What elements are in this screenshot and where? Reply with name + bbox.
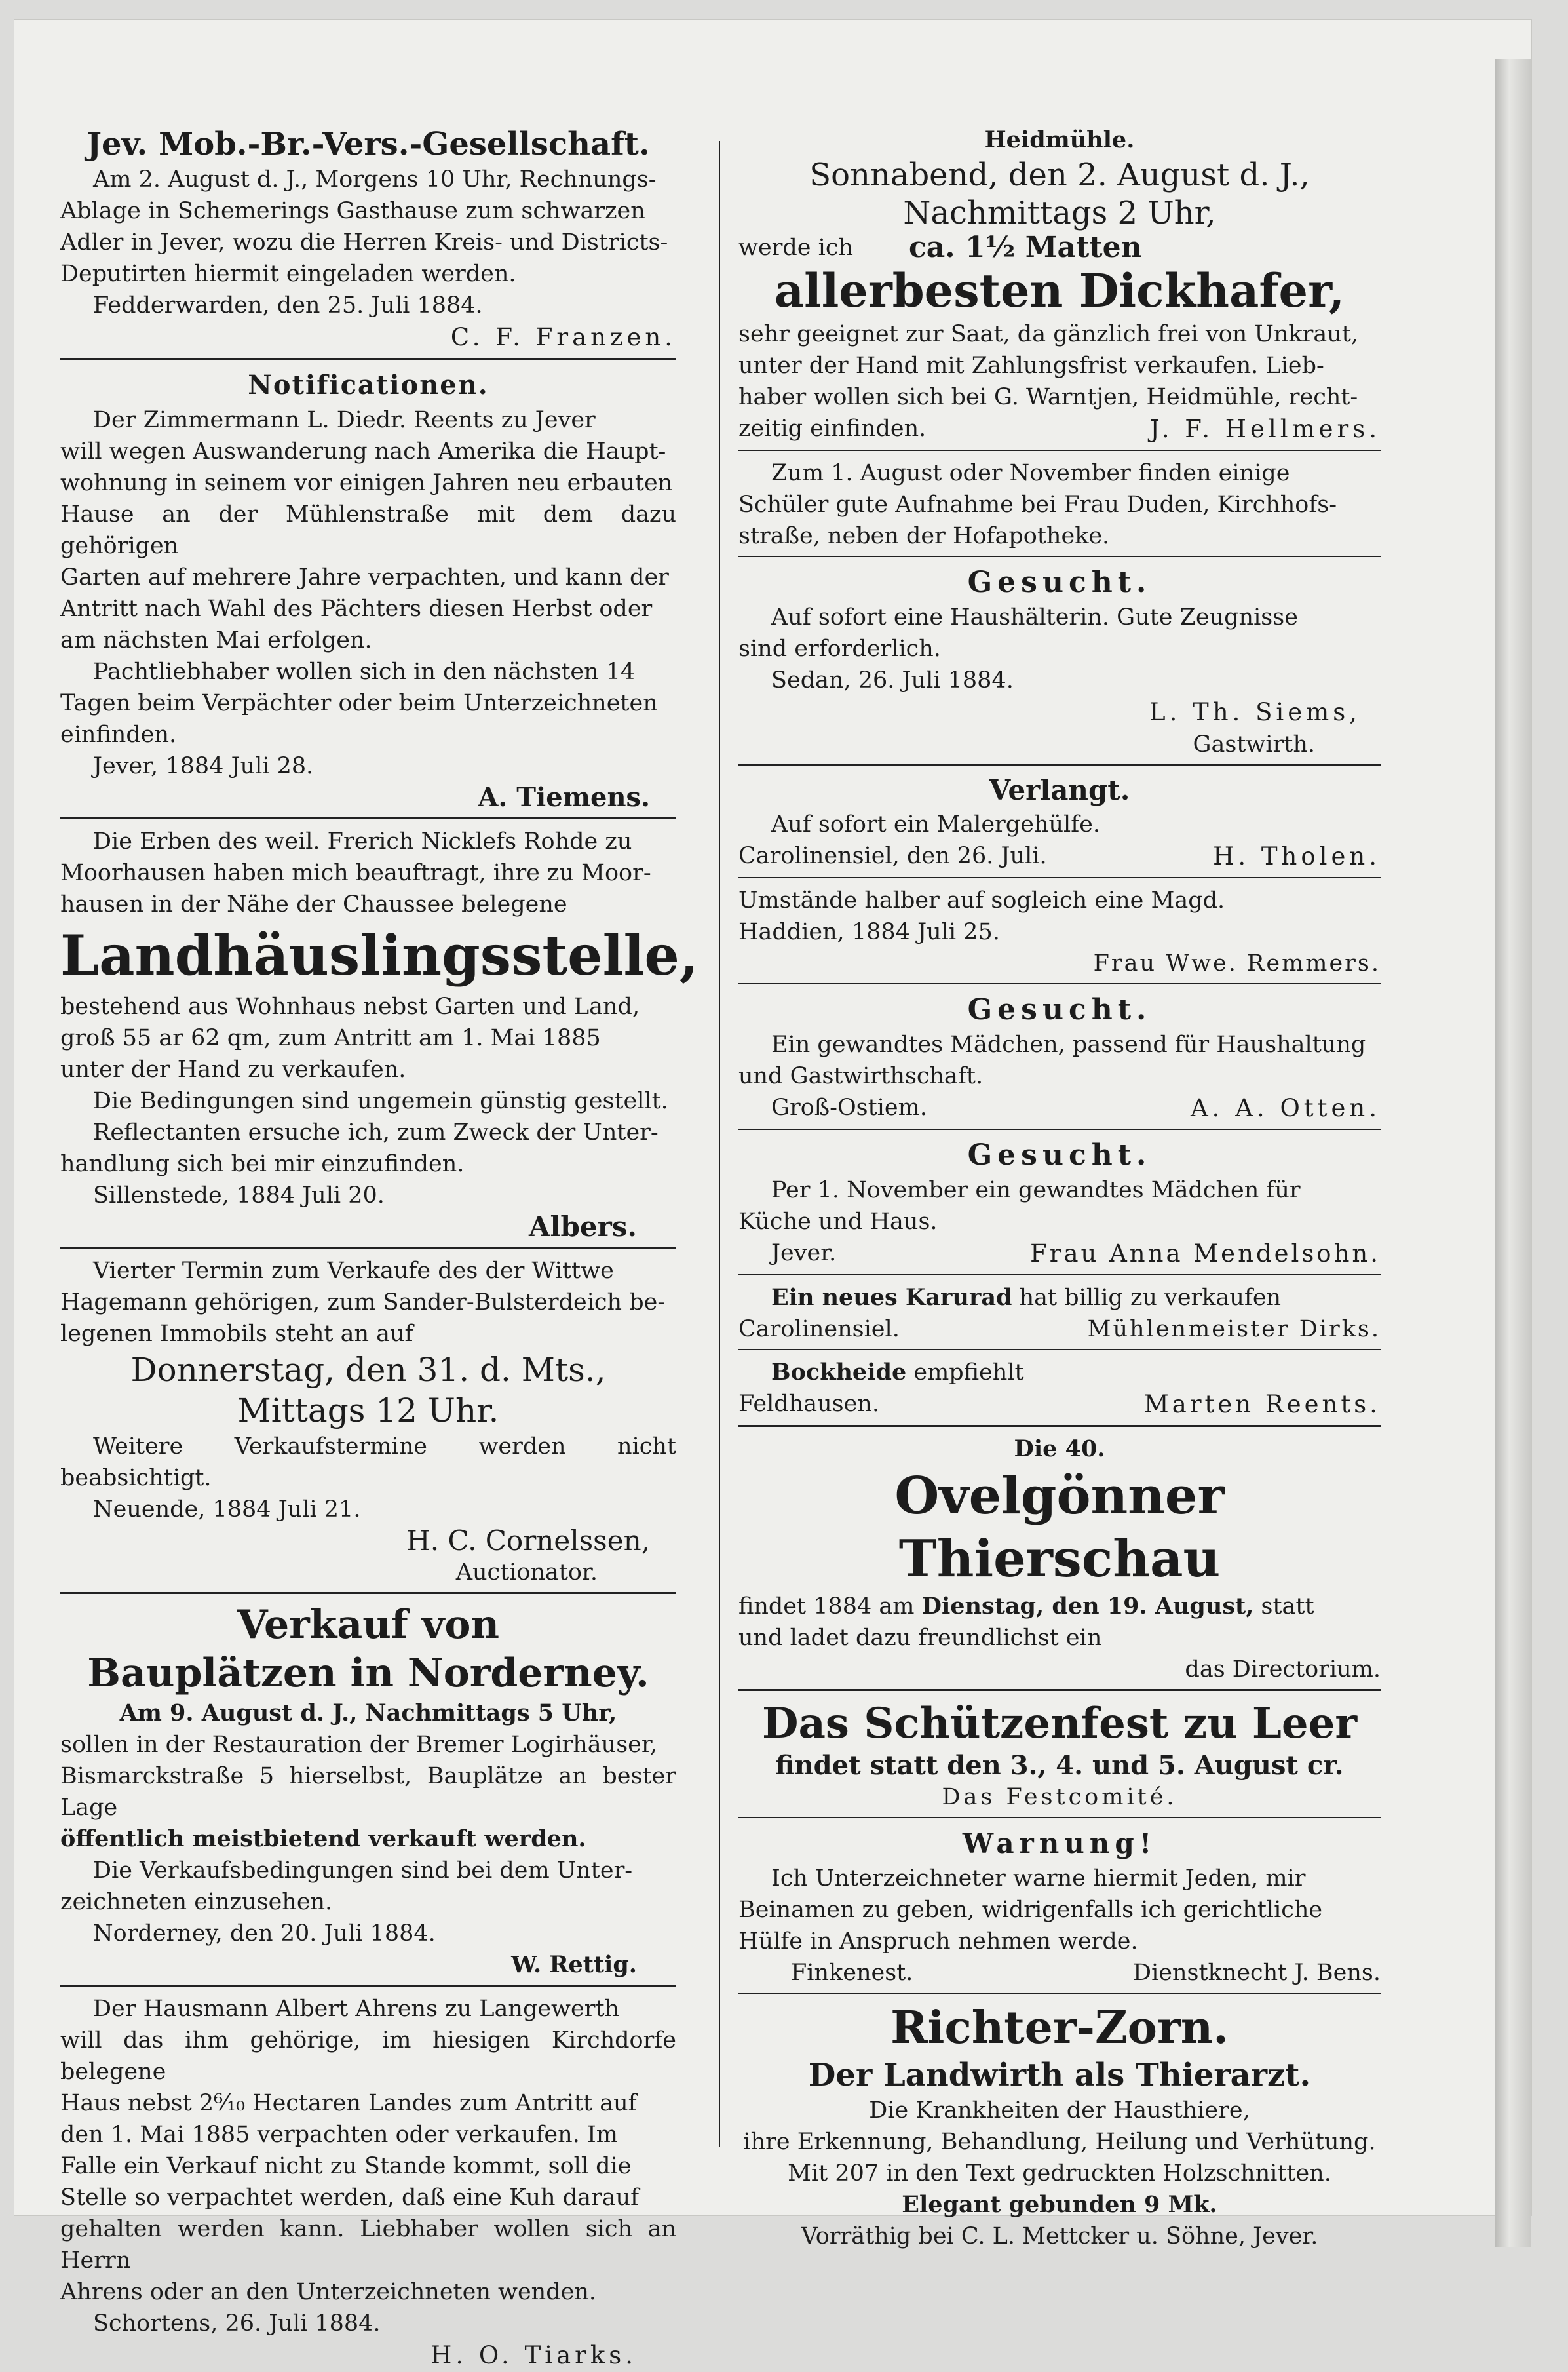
ad-line: Ablage in Schemerings Gasthause zum schwarzen: [60, 198, 645, 224]
ad-stock: Vorräthig bei C. L. Mettcker u. Söhne, Jever.: [801, 2223, 1318, 2249]
ad-line: gehalten werden kann. Liebhaber wollen sich an Herrn: [60, 2216, 676, 2274]
ad-line: Am 9. August d. J., Nachmittags 5 Uhr,: [119, 1700, 617, 1726]
ad-line: Per 1. November ein gewandtes Mädchen für: [771, 1177, 1301, 1203]
ad-line: Hagemann gehörigen, zum Sander-Bulsterdeich be-: [60, 1289, 666, 1315]
ad-line: handlung sich bei mir einzufinden.: [60, 1151, 465, 1177]
ad-title: Gesucht.: [967, 1138, 1152, 1172]
ad-line: Küche und Haus.: [738, 1209, 938, 1235]
separator: [738, 764, 1381, 766]
ad-line: findet statt den 3., 4. und 5. August cr.: [775, 1750, 1344, 1781]
ad-line: zeitig einfinden.: [738, 416, 927, 442]
ad-line: den 1. Mai 1885 verpachten oder verkaufen. Im: [60, 2122, 618, 2148]
ad-bold-text: Dienstag, den 19. August,: [921, 1593, 1254, 1620]
ad-line: zeichneten einzusehen.: [60, 1889, 333, 1915]
ad-title: Jev. Mob.-Br.-Vers.-Gesellschaft.: [86, 126, 650, 163]
separator: [60, 358, 676, 360]
ad-place-date: Feldhausen.: [738, 1391, 879, 1417]
ad-line: wohnung in seinem vor einigen Jahren neu erbauten: [60, 470, 673, 496]
ad-insurance: [60, 125, 676, 354]
ad-line: straße, neben der Hofapotheke.: [738, 523, 1110, 549]
ad-role: Auctionator.: [455, 1559, 598, 1585]
ad-headline: Richter-Zorn.: [890, 2002, 1229, 2054]
ad-line: Stelle so verpachtet werden, daß eine Kuh darauf: [60, 2185, 640, 2211]
ad-signature: Marten Reents.: [1143, 1390, 1381, 1418]
ad-place-date: Sedan, 26. Juli 1884.: [771, 667, 1014, 693]
ad-gesucht-mendelsohn: [738, 1137, 1381, 1270]
ad-footer-row: [738, 1388, 1381, 1421]
ad-headline: Landhäuslingsstelle,: [60, 923, 699, 988]
ad-line: am nächsten Mai erfolgen.: [60, 627, 372, 653]
ad-place-date: Schortens, 26. Juli 1884.: [93, 2310, 381, 2337]
page-edge: [1495, 59, 1531, 2247]
ad-dickhafer: [738, 125, 1381, 446]
ad-line: Antritt nach Wahl des Pächters diesen Herbst oder: [60, 596, 653, 622]
ad-headline: Verkauf von: [237, 1602, 500, 1648]
ad-date: Donnerstag, den 31. d. Mts.,: [130, 1351, 606, 1389]
ad-footer-row: [738, 1957, 1381, 1989]
ad-text: statt: [1261, 1593, 1314, 1620]
ad-bold-text: Ein neues Karurad: [771, 1284, 1012, 1311]
ad-place-date: Groß-Ostiem.: [771, 1095, 927, 1121]
ad-time: Nachmittags 2 Uhr,: [903, 195, 1216, 231]
ad-note: Weitere Verkaufstermine werden nicht beabsichtigt.: [60, 1433, 676, 1491]
ad-line: Tagen beim Verpächter oder beim Unterzeichneten: [60, 690, 658, 716]
ad-text: findet 1884 am: [738, 1593, 915, 1620]
ad-bauplaetze-norderney: [60, 1601, 676, 1981]
ad-footer-row: [738, 1237, 1381, 1270]
separator: [60, 1592, 676, 1594]
ad-signature: Mühlenmeister Dirks.: [1087, 1316, 1381, 1342]
ad-footer-row: [738, 840, 1381, 873]
ad-line: Deputirten hiermit eingeladen werden.: [60, 261, 516, 287]
ad-line: Hülfe in Anspruch nehmen werde.: [738, 1928, 1138, 1954]
separator: [738, 877, 1381, 878]
ad-signature: Frau Anna Mendelsohn.: [1030, 1239, 1381, 1268]
ad-line: Schüler gute Aufnahme bei Frau Duden, Kirchhofs-: [738, 492, 1337, 518]
ad-line: sollen in der Restauration der Bremer Logirhäuser,: [60, 1732, 657, 1758]
ad-bockheide: [738, 1357, 1381, 1421]
ad-line: Adler in Jever, wozu die Herren Kreis- und Districts-: [60, 229, 668, 256]
ad-place-date: Jever, 1884 Juli 28.: [93, 753, 314, 779]
ad-head: Die 40.: [1014, 1435, 1105, 1462]
ad-gesucht-siems: [738, 564, 1381, 760]
ad-title: Gesucht.: [967, 993, 1152, 1026]
ad-line: Die Verkaufsbedingungen sind bei dem Unter-: [93, 1857, 633, 1884]
ad-title: Notificationen.: [248, 370, 489, 400]
separator: [738, 450, 1381, 451]
ad-line: Hause an der Mühlenstraße mit dem dazu gehörigen: [60, 501, 676, 559]
ad-signature: Frau Wwe. Remmers.: [1093, 950, 1381, 977]
ad-footer-row: [738, 1313, 1381, 1345]
ad-bold-text: Bockheide: [771, 1359, 907, 1386]
ad-line: Ein gewandtes Mädchen, passend für Haushaltung: [771, 1032, 1366, 1058]
newspaper-page: [14, 20, 1531, 2369]
ad-role: Gastwirth.: [1193, 731, 1315, 758]
ad-line: Zum 1. August oder November finden einige: [771, 460, 1290, 486]
ad-footer-row: [738, 1092, 1381, 1125]
ad-title: Gesucht.: [967, 566, 1152, 599]
ad-line: Die Erben des weil. Frerich Nicklefs Rohde zu: [93, 828, 632, 855]
ad-line: unter der Hand mit Zahlungsfrist verkaufen. Lieb-: [738, 353, 1324, 379]
ad-landhaeuslingsstelle: [60, 826, 699, 1243]
ad-line: Auf sofort ein Malergehülfe.: [771, 811, 1100, 838]
separator: [60, 1247, 676, 1249]
ad-line: ihre Erkennung, Behandlung, Heilung und Verhütung.: [743, 2129, 1376, 2155]
ad-line: sind erforderlich.: [738, 636, 941, 662]
ad-magd: [738, 885, 1381, 979]
ad-place-date: Carolinensiel, den 26. Juli.: [738, 843, 1047, 869]
ad-price: Elegant gebunden 9 Mk.: [902, 2191, 1217, 2218]
ad-headline: allerbesten Dickhafer,: [774, 263, 1345, 318]
ad-place-date: Neuende, 1884 Juli 21.: [93, 1496, 361, 1523]
ad-place-date: Sillenstede, 1884 Juli 20.: [93, 1182, 385, 1209]
ad-line: unter der Hand zu verkaufen.: [60, 1057, 406, 1083]
ad-duden: [738, 457, 1381, 552]
ad-place-date: Fedderwarden, den 25. Juli 1884.: [93, 292, 483, 319]
ad-line: Falle ein Verkauf nicht zu Stande kommt, soll die: [60, 2153, 632, 2179]
ad-line: Der Zimmermann L. Diedr. Reents zu Jever: [93, 407, 596, 433]
ad-line: hausen in der Nähe der Chaussee belegene: [60, 891, 567, 918]
ad-line: haber wollen sich bei G. Warntjen, Heidmühle, recht-: [738, 384, 1358, 410]
ad-gesucht-otten: [738, 991, 1381, 1125]
ad-place-head: Heidmühle.: [984, 126, 1135, 153]
ad-signature: A. Tiemens.: [478, 782, 650, 813]
ad-signature: Das Festcomité.: [942, 1784, 1177, 1810]
ad-signature: L. Th. Siems,: [1149, 698, 1361, 726]
ad-verlangt: [738, 772, 1381, 873]
separator: [738, 1425, 1381, 1427]
ad-line: sehr geeignet zur Saat, da gänzlich frei von Unkraut,: [738, 321, 1358, 347]
ad-line: Auf sofort eine Haushälterin. Gute Zeugnisse: [771, 604, 1298, 631]
column-divider: [719, 141, 720, 2147]
ad-line: Pachtliebhaber wollen sich in den nächsten 14: [93, 659, 636, 685]
ad-place-date: Jever.: [771, 1240, 837, 1266]
ad-warnung: [738, 1825, 1381, 1989]
ad-line: Beinamen zu geben, widrigenfalls ich gerichtliche: [738, 1897, 1323, 1923]
ad-quantity: ca. 1½ Matten: [909, 231, 1142, 264]
ad-signature: Dienstknecht J. Bens.: [1133, 1960, 1381, 1986]
ad-notifications: [60, 366, 676, 813]
separator: [738, 1349, 1381, 1350]
ad-date: Sonnabend, den 2. August d. J.,: [809, 157, 1310, 193]
ad-signature: J. F. Hellmers.: [1149, 415, 1381, 443]
ad-text: hat billig zu verkaufen: [1019, 1285, 1282, 1311]
ad-place-date: Finkenest.: [791, 1960, 913, 1986]
ad-signature: W. Rettig.: [511, 1951, 637, 1978]
ad-place-date: Haddien, 1884 Juli 25.: [738, 919, 1000, 945]
ad-subtitle: Der Landwirth als Thierarzt.: [808, 2057, 1311, 2093]
ad-signature: Albers.: [528, 1211, 637, 1243]
ad-line: und ladet dazu freundlichst ein: [738, 1625, 1102, 1651]
ad-line: einfinden.: [60, 722, 177, 748]
ad-line: will wegen Auswanderung nach Amerika die Haupt-: [60, 438, 666, 465]
separator: [738, 1689, 1381, 1691]
ad-signature: H. C. Cornelssen,: [406, 1525, 650, 1557]
ad-line: Ahrens oder an den Unterzeichneten wenden.: [60, 2279, 596, 2305]
ad-line: Garten auf mehrere Jahre verpachten, und kann der: [60, 564, 669, 591]
ad-place-date: Carolinensiel.: [738, 1316, 900, 1342]
ad-line: Moorhausen haben mich beauftragt, ihre zu Moor-: [60, 860, 651, 886]
ad-schuetzenfest: [738, 1698, 1381, 1813]
ad-headline: Bauplätzen in Norderney.: [87, 1650, 649, 1696]
ad-line: [738, 1357, 1381, 1388]
ad-ahrens: [60, 1993, 676, 2372]
ad-line: Die Krankheiten der Hausthiere,: [869, 2097, 1250, 2124]
ad-line: Vierter Termin zum Verkaufe des der Wittwe: [93, 1258, 614, 1284]
ad-line: [738, 1282, 1381, 1313]
separator: [60, 817, 676, 819]
ad-place-date: Norderney, den 20. Juli 1884.: [93, 1920, 436, 1947]
ad-line: Mit 207 in den Text gedruckten Holzschnitten.: [788, 2160, 1331, 2187]
ad-signature: A. A. Otten.: [1190, 1094, 1381, 1122]
right-column: [738, 125, 1381, 2252]
ad-line: Haus nebst 2⁶⁄₁₀ Hectaren Landes zum Antritt auf: [60, 2090, 637, 2116]
ad-line: öffentlich meistbietend verkauft werden.: [60, 1825, 586, 1852]
ad-karurad: [738, 1282, 1381, 1345]
separator: [738, 1274, 1381, 1275]
ad-text: empfiehlt: [913, 1359, 1024, 1386]
ad-time: Mittags 12 Uhr.: [237, 1391, 499, 1429]
separator: [738, 1129, 1381, 1130]
ad-line: groß 55 ar 62 qm, zum Antritt am 1. Mai 1885: [60, 1025, 601, 1051]
ad-line: [738, 1591, 1381, 1622]
left-column: [60, 125, 699, 2372]
ad-line: Die Bedingungen sind ungemein günstig gestellt.: [93, 1088, 668, 1114]
ad-qty-row: [738, 232, 1381, 263]
ad-line: Umstände halber auf sogleich eine Magd.: [738, 887, 1225, 914]
ad-line: Am 2. August d. J., Morgens 10 Uhr, Rechnungs-: [93, 166, 657, 193]
ad-line: Der Hausmann Albert Ahrens zu Langewerth: [93, 1996, 620, 2022]
ad-richter-zorn: [738, 2000, 1381, 2252]
ad-title: Verlangt.: [989, 774, 1130, 806]
separator: [738, 556, 1381, 557]
ad-headline: Ovelgönner Thierschau: [894, 1466, 1225, 1589]
ad-lead: werde ich: [738, 235, 853, 261]
ad-title: Warnung!: [962, 1827, 1157, 1859]
ad-footer-row: [738, 413, 1381, 446]
ad-line: und Gastwirthschaft.: [738, 1063, 984, 1089]
ad-line: will das ihm gehörige, im hiesigen Kirchdorfe belegene: [60, 2027, 676, 2085]
ad-line: legenen Immobils steht an auf: [60, 1321, 413, 1347]
ad-line: bestehend aus Wohnhaus nebst Garten und Land,: [60, 994, 640, 1020]
ad-auction-hagemann: [60, 1255, 676, 1588]
ad-headline: Das Schützenfest zu Leer: [761, 1699, 1358, 1748]
ad-line: Reflectanten ersuche ich, zum Zweck der Unter-: [93, 1119, 659, 1146]
ad-line: Bismarckstraße 5 hierselbst, Bauplätze an bester Lage: [60, 1763, 676, 1821]
ad-signature: H. O. Tiarks.: [430, 2341, 637, 2369]
ad-thierschau: [738, 1433, 1381, 1685]
ad-signature: das Directorium.: [1185, 1656, 1381, 1682]
separator: [738, 1817, 1381, 1818]
separator: [738, 1993, 1381, 1994]
ad-signature: C. F. Franzen.: [450, 323, 676, 351]
ad-line: Ich Unterzeichneter warne hiermit Jeden, mir: [771, 1865, 1306, 1892]
separator: [738, 983, 1381, 984]
ad-signature: H. Tholen.: [1213, 842, 1381, 870]
separator: [60, 1985, 676, 1987]
